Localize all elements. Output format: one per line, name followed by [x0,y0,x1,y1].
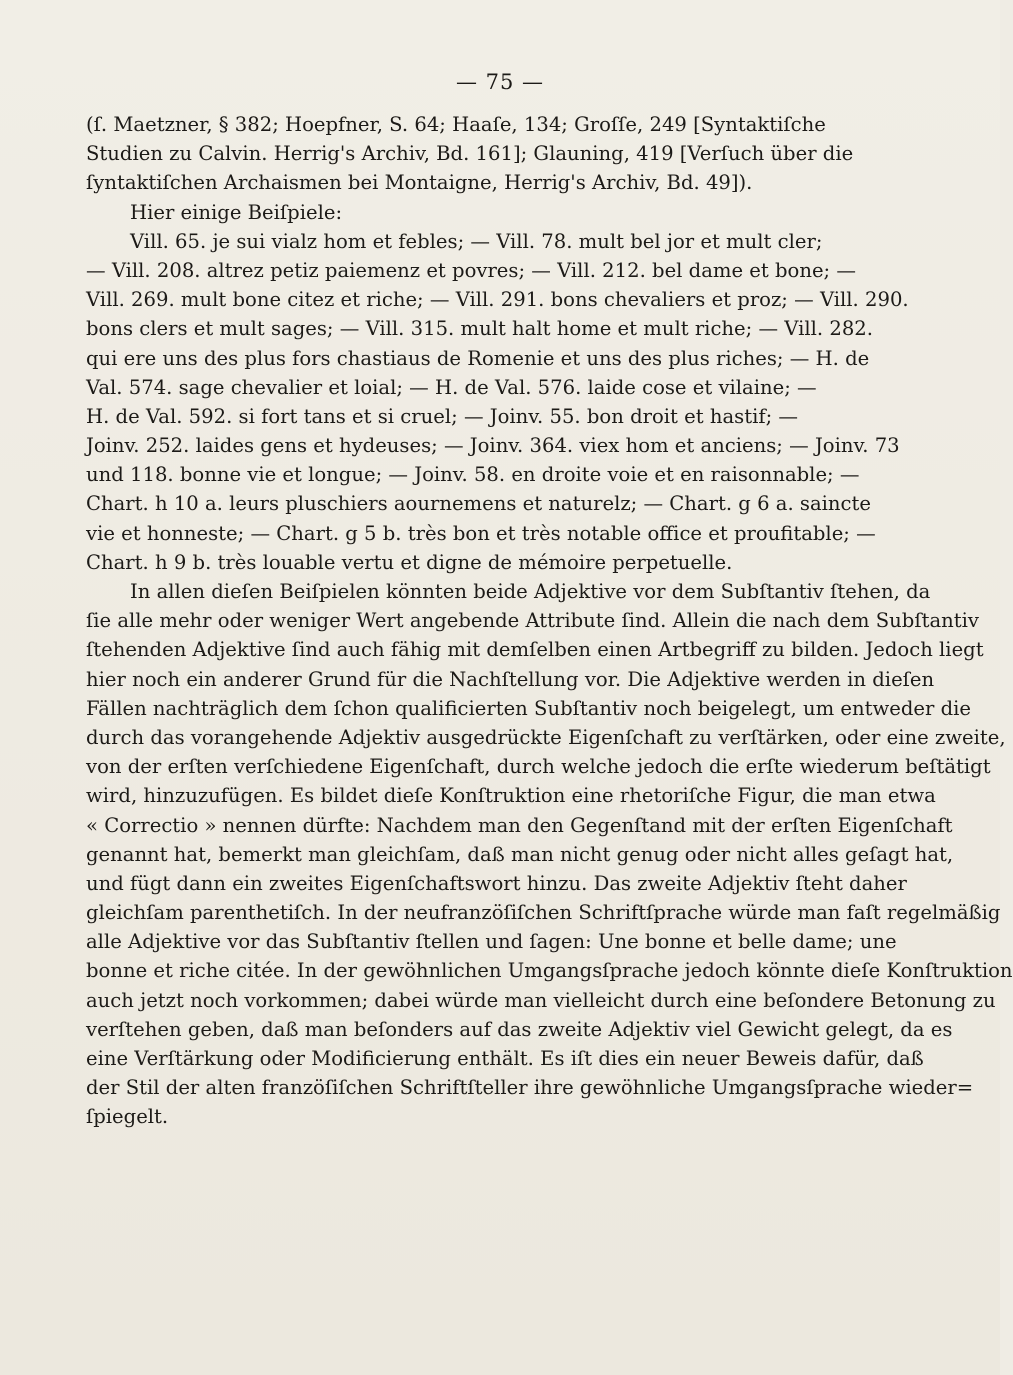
text-line: bons clers et mult sages; — Vill. 315. mult halt home et mult riche; — Vill. 282. [86,317,873,341]
text-line: alle Adjektive vor das Subſtantiv ſtellen und ſagen: Une bonne et belle dame; une [86,930,897,954]
text-line: und fügt dann ein zweites Eigenſchaftswort hinzu. Das zweite Adjektiv ſteht daher [86,871,907,895]
text-line: ſyntaktiſchen Archaismen bei Montaigne, Herrig's Archiv, Bd. 49]). [86,171,753,195]
text-line: Chart. h 10 a. leurs pluschiers aournemens et naturelz; — Chart. g 6 a. saincte [86,492,871,516]
text-line: genannt hat, bemerkt man gleichſam, daß man nicht genug oder nicht alles geſagt hat, [86,842,954,866]
text-line: Studien zu Calvin. Herrig's Archiv, Bd. 161]; Glauning, 419 [Verſuch über die [86,142,854,166]
text-line: Chart. h 9 b. très louable vertu et digne de mémoire perpetuelle. [86,550,733,574]
text-line: qui ere uns des plus fors chastiaus de Romenie et uns des plus riches; — H. de [86,346,870,370]
text-line: ſtehenden Adjektive ſind auch fähig mit demſelben einen Artbegriff zu bilden. Jedoch liegt [86,638,984,662]
text-line: Val. 574. sage chevalier et loial; — H. de Val. 576. laide cose et vilaine; — [86,375,817,399]
text-line: (ſ. Maetzner, § 382; Hoepfner, S. 64; Haaſe, 134; Groſſe, 249 [Syntaktiſche [86,113,826,136]
page-number: — 75 — [455,70,545,94]
text-line: vie et honneste; — Chart. g 5 b. très bon et très notable office et proufitable; — [86,521,876,545]
text-line: Vill. 269. mult bone citez et riche; — Vill. 291. bons chevaliers et proz; — Vill. 290. [86,288,909,312]
text-line: Vill. 65. je sui vialz hom et febles; — Vill. 78. mult bel jor et mult cler; [130,229,823,253]
text-line: verſtehen geben, daß man beſonders auf das zweite Adjektiv viel Gewicht gelegt, da es [86,1017,953,1041]
text-line: wird, hinzuzufügen. Es bildet dieſe Konſtruktion eine rhetoriſche Figur, die man etwa [86,784,936,808]
text-line: Hier einige Beiſpiele: [130,200,343,224]
text-line: eine Verſtärkung oder Modificierung enthält. Es iſt dies ein neuer Beweis dafür, daß [86,1047,924,1070]
text-line: hier noch ein anderer Grund für die Nachſtellung vor. Die Adjektive werden in dieſen [86,667,935,691]
text-line: In allen dieſen Beiſpielen könnten beide Adjektive vor dem Subſtantiv ſtehen, da [130,580,931,603]
text-line: « Correctio » nennen dürfte: Nachdem man den Gegenſtand mit der erſten Eigenſchaft [86,813,953,837]
text-line: Joinv. 252. laides gens et hydeuses; — Joinv. 364. viex hom et anciens; — Joinv. 73 [86,434,900,458]
text-line: der Stil der alten franzöſiſchen Schriftſteller ihre gewöhnliche Umgangsſprache wieder= [86,1076,974,1100]
text-line: auch jetzt noch vorkommen; dabei würde man vielleicht durch eine beſondere Betonung zu [86,988,996,1012]
body-text [86,110,1013,1132]
text-line: gleichſam parenthetiſch. In der neufranzöſiſchen Schriftſprache würde man faſt regelmäßig [86,901,1001,925]
text-line: — Vill. 208. altrez petiz paiemenz et povres; — Vill. 212. bel dame et bone; — [86,258,856,282]
text-line: durch das vorangehende Adjektiv ausgedrückte Eigenſchaft zu verſtärken, oder eine zweite, [86,725,1006,749]
text-line: Fällen nachträglich dem ſchon qualificierten Subſtantiv noch beigelegt, um entweder die [86,696,972,720]
text-line: bonne et riche citée. In der gewöhnlichen Umgangsſprache jedoch könnte dieſe Konſtruktion [86,959,1013,983]
text-line: H. de Val. 592. si fort tans et si cruel; — Joinv. 55. bon droit et hastif; — [86,404,799,428]
text-line: und 118. bonne vie et longue; — Joinv. 58. en droite voie et en raisonnable; — [86,463,860,487]
text-line: von der erſten verſchiedene Eigenſchaft, durch welche jedoch die erſte wiederum beſtätigt [86,755,991,779]
text-line: ſpiegelt. [86,1105,169,1129]
text-line: ſie alle mehr oder weniger Wert angebende Attribute ſind. Allein die nach dem Subſtantiv [86,609,979,633]
